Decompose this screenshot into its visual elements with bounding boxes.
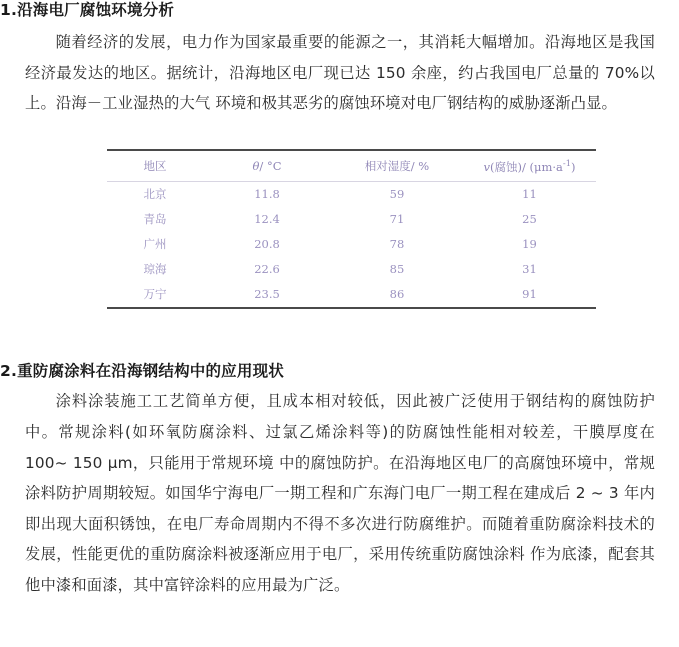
- corrosion-rate-close-paren: ): [570, 159, 576, 174]
- corrosion-rate-subject: (腐蚀)/ (μm·a: [490, 159, 563, 174]
- cell-temperature: 22.6: [254, 262, 280, 277]
- table-bottom-spacer: [0, 309, 679, 361]
- cell-corrosion-rate: 25: [522, 212, 537, 227]
- corrosion-rate-exponent: -1: [562, 157, 571, 168]
- column-header-region: [107, 150, 203, 181]
- cell-temperature: 23.5: [254, 287, 280, 302]
- temperature-unit: / °C: [259, 159, 282, 174]
- table-row: [107, 257, 596, 282]
- corrosion-environment-table-wrapper: [107, 149, 596, 309]
- column-header-corrosion-rate: [463, 150, 596, 181]
- cell-corrosion-rate: 31: [522, 262, 537, 277]
- cell-humidity: 59: [389, 187, 405, 202]
- table-row: [107, 282, 596, 308]
- cell-temperature: 20.8: [254, 237, 280, 252]
- cell-humidity: 78: [389, 237, 405, 252]
- table-head: [107, 150, 596, 181]
- cell-region: 青岛: [143, 212, 167, 227]
- cell-humidity: 71: [389, 212, 405, 227]
- temperature-symbol: θ: [252, 159, 260, 174]
- table-row: [107, 232, 596, 257]
- cell-humidity: 86: [389, 287, 405, 302]
- paragraph: 涂料涂装施工工艺简单方便，且成本相对较低，因此被广泛使用于钢结构的腐蚀防护中。常规涂料(如环氧防腐涂料、过氯乙烯涂料等)的防腐蚀性能相对较差，干膜厚度在 100~ 150 μm，只能用于常规环境 中的腐蚀防护。在沿海地区电厂的高腐蚀环境中，常规涂料防护周期较短。如国华宁海电厂一期工程和广东海门电厂一期工程在建成后 2 ~ 3 年内即出现大面积锈蚀，在电厂寿命周期内不得不多次进行防腐维护。而随着重防腐涂料技术的发展，性能更优的重防腐涂料被逐渐应用于电厂，采用传统重防腐蚀涂料 作为底漆，配套其他中漆和面漆，其中富锌涂料的应用最为广泛。: [25, 392, 655, 595]
- corrosion-rate-symbol: v: [483, 159, 491, 174]
- cell-temperature: 11.8: [254, 187, 280, 202]
- column-header-region-label: 地区: [143, 159, 167, 174]
- column-header-humidity: [331, 150, 463, 181]
- table-header-row: [107, 150, 596, 181]
- cell-region: 广州: [143, 237, 167, 252]
- table-row: [107, 181, 596, 207]
- cell-corrosion-rate: 91: [522, 287, 537, 302]
- cell-humidity: 85: [389, 262, 405, 277]
- section-heading-1: 1.沿海电厂腐蚀环境分析: [0, 1, 175, 19]
- section-heading-2: 2.重防腐涂料在沿海钢结构中的应用现状: [0, 361, 284, 380]
- corrosion-environment-table: [107, 149, 596, 309]
- paragraph: 随着经济的发展，电力作为国家最重要的能源之一，其消耗大幅增加。沿海地区是我国经济最发达的地区。据统计，沿海地区电厂现已达 150 余座，约占我国电厂总量的 70%以上。沿海－工业湿热的大气 环境和极其恶劣的腐蚀环境对电厂钢结构的威胁逐渐凸显。: [25, 32, 655, 113]
- section-1-body: [25, 27, 655, 119]
- cell-corrosion-rate: 19: [522, 237, 537, 252]
- column-header-humidity-label: 相对湿度/ %: [364, 159, 430, 174]
- column-header-temperature: [203, 150, 331, 181]
- cell-region: 北京: [143, 187, 167, 202]
- cell-region: 琼海: [143, 262, 167, 277]
- section-2-body: [25, 386, 655, 600]
- table-body: [107, 181, 596, 308]
- cell-region: 万宁: [143, 287, 167, 302]
- cell-corrosion-rate: 11: [522, 187, 537, 202]
- cell-temperature: 12.4: [254, 212, 280, 227]
- table-row: [107, 207, 596, 232]
